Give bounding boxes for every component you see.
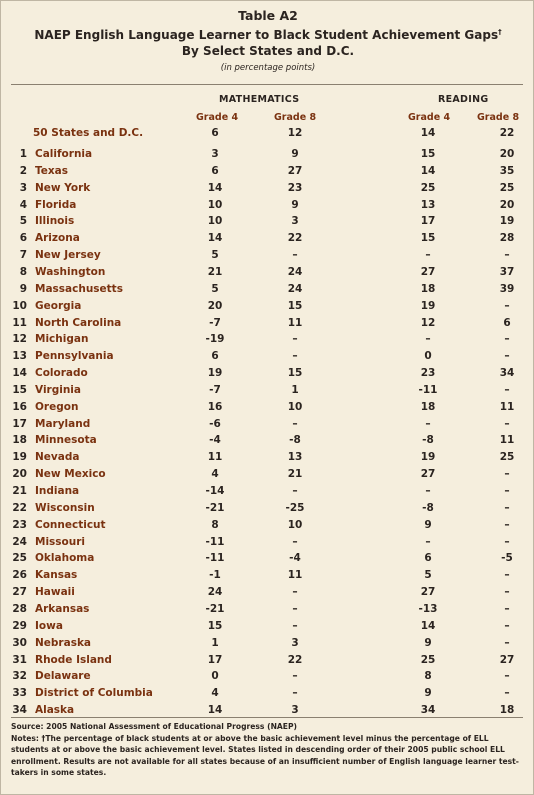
total-row — [1, 127, 534, 143]
row-number: 18 — [12, 434, 27, 447]
reading-grade4-value: -8 — [422, 501, 434, 514]
reading-grade8-value: – — [504, 350, 510, 363]
math-grade4-header: Grade 4 — [196, 112, 239, 123]
table-row — [1, 569, 534, 585]
mathematics-header: MATHEMATICS — [219, 94, 300, 105]
row-number: 31 — [12, 653, 27, 666]
row-name: Delaware — [35, 670, 91, 683]
row-number: 2 — [19, 164, 27, 177]
reading-grade8-value: 27 — [499, 653, 515, 666]
math-grade8-value: 3 — [291, 704, 299, 717]
math-grade4-value: 15 — [207, 619, 223, 632]
reading-grade8-value: 6 — [503, 316, 511, 329]
table-row — [1, 148, 534, 164]
bottom-rule — [11, 717, 523, 718]
math-grade4-value: -7 — [209, 316, 221, 329]
math-grade4-value: 6 — [211, 350, 219, 363]
reading-grade4-value: 13 — [420, 198, 436, 211]
table-row — [1, 519, 534, 535]
reading-grade8-value: 34 — [499, 367, 515, 380]
math-grade4-value: -21 — [205, 602, 225, 615]
reading-grade8-value: – — [504, 485, 510, 497]
row-number: 16 — [12, 400, 27, 413]
math-grade8-value: 9 — [291, 198, 299, 211]
math-grade4-value: 10 — [207, 215, 223, 228]
reading-grade8-value: 25 — [499, 451, 515, 464]
table-row — [1, 401, 534, 417]
row-name: Arizona — [35, 232, 80, 245]
reading-grade8-value: – — [504, 535, 510, 548]
row-name: Washington — [35, 265, 106, 278]
reading-grade4-value: 15 — [420, 148, 436, 160]
row-number: 23 — [12, 518, 27, 531]
reading-grade8-value: 37 — [499, 265, 515, 278]
row-name: 50 States and D.C. — [33, 127, 144, 139]
reading-grade4-value: 8 — [424, 670, 432, 683]
table-subtitle: By Select States and D.C. — [181, 44, 355, 58]
math-grade8-value: – — [292, 249, 298, 262]
reading-grade4-value: -13 — [418, 602, 438, 615]
reading-grade8-value: 20 — [499, 148, 515, 160]
units-note: (in percentage points) — [220, 63, 316, 73]
reading-grade4-value: 9 — [424, 518, 432, 531]
row-number: 27 — [12, 586, 27, 599]
row-name: Massachusetts — [35, 282, 123, 295]
math-grade8-value: 11 — [287, 316, 303, 329]
math-grade4-value: -14 — [205, 485, 225, 497]
reading-grade8-header: Grade 8 — [477, 112, 520, 123]
table-row — [1, 215, 534, 231]
math-grade8-value: 22 — [287, 653, 303, 666]
math-grade4-value: 0 — [211, 670, 219, 683]
row-name: Colorado — [35, 367, 88, 380]
row-name: Rhode Island — [35, 653, 112, 666]
reading-grade8-value: 25 — [499, 181, 515, 194]
reading-grade4-value: 15 — [420, 232, 436, 245]
reading-grade4-value: 6 — [424, 552, 432, 565]
row-name: Minnesota — [35, 434, 97, 447]
math-grade4-value: -4 — [209, 434, 221, 447]
table-row — [1, 266, 534, 282]
row-name: District of Columbia — [35, 687, 153, 700]
math-grade8-value: 15 — [287, 367, 303, 380]
table-row — [1, 620, 534, 636]
table-row — [1, 603, 534, 619]
row-name: Missouri — [35, 535, 86, 548]
dagger-mark: † — [498, 28, 502, 36]
reading-grade4-value: 9 — [424, 687, 432, 700]
math-grade4-value: 14 — [207, 232, 223, 245]
reading-grade4-value: – — [425, 485, 431, 497]
row-number: 30 — [12, 636, 27, 649]
table-row — [1, 384, 534, 400]
math-grade8-value: 21 — [287, 468, 303, 481]
table-row — [1, 232, 534, 248]
row-number: 20 — [12, 468, 27, 481]
reading-grade8-value: 19 — [499, 215, 515, 228]
table-row — [1, 485, 534, 501]
reading-grade4-value: 14 — [420, 164, 436, 177]
math-grade4-value: 4 — [211, 468, 219, 481]
row-name: Nevada — [35, 451, 80, 464]
reading-grade4-value: 27 — [420, 265, 436, 278]
math-grade8-value: – — [292, 333, 298, 346]
row-name: New Mexico — [35, 468, 106, 481]
row-name: Michigan — [35, 333, 89, 346]
math-grade4-value: 4 — [211, 687, 219, 700]
table-row — [1, 300, 534, 316]
row-number: 28 — [12, 602, 27, 615]
row-name: Nebraska — [35, 636, 92, 649]
table-row — [1, 165, 534, 181]
reading-grade4-value: – — [425, 417, 431, 430]
math-grade8-value: 22 — [287, 232, 303, 245]
reading-header: READING — [438, 94, 489, 105]
math-grade8-value: 24 — [287, 265, 303, 278]
reading-grade8-value: -5 — [501, 552, 513, 565]
table-row — [1, 637, 534, 653]
row-number: 5 — [19, 215, 27, 228]
row-number: 32 — [12, 670, 27, 683]
table-row — [1, 249, 534, 265]
row-number: 19 — [12, 451, 27, 464]
math-grade8-value: – — [292, 586, 298, 599]
math-grade8-value: – — [292, 417, 298, 430]
reading-grade8-value: – — [504, 586, 510, 599]
math-grade4-value: 24 — [207, 586, 223, 599]
table-row — [1, 552, 534, 568]
row-name: Oregon — [35, 400, 79, 413]
row-name: Kansas — [35, 569, 78, 582]
math-grade8-value: 9 — [291, 148, 299, 160]
reading-grade8-value: – — [504, 670, 510, 683]
reading-grade8-value: 11 — [499, 400, 515, 413]
math-grade4-value: 6 — [211, 164, 219, 177]
row-number: 21 — [12, 485, 27, 497]
reading-grade8-value: 11 — [499, 434, 515, 447]
row-name: Illinois — [35, 215, 75, 228]
reading-grade4-value: 17 — [420, 215, 436, 228]
reading-grade8-value: – — [504, 299, 510, 312]
row-name: California — [35, 148, 93, 160]
reading-grade4-value: 5 — [424, 569, 432, 582]
reading-grade8-value: 39 — [499, 282, 515, 295]
row-name: Pennsylvania — [35, 350, 114, 363]
reading-grade4-value: 23 — [420, 367, 436, 380]
row-name: Alaska — [35, 704, 75, 717]
row-number: 13 — [12, 350, 27, 363]
table-row — [1, 283, 534, 299]
math-grade4-value: 14 — [207, 704, 223, 717]
reading-grade8-value: – — [504, 501, 510, 514]
reading-grade4-value: 14 — [420, 619, 436, 632]
row-name: Wisconsin — [35, 501, 95, 514]
reading-grade4-value: – — [425, 535, 431, 548]
row-number: 10 — [12, 299, 27, 312]
math-grade8-value: – — [292, 602, 298, 615]
math-grade8-value: 3 — [291, 636, 299, 649]
table-title — [1, 24, 534, 43]
reading-grade4-value: 27 — [420, 468, 436, 481]
reading-grade8-value: – — [504, 518, 510, 531]
math-grade8-value: 11 — [287, 569, 303, 582]
row-number: 33 — [12, 687, 27, 700]
row-name: Texas — [35, 164, 68, 177]
reading-grade4-value: 14 — [420, 127, 436, 139]
math-grade4-value: 17 — [207, 653, 223, 666]
table-row — [1, 536, 534, 552]
reading-grade8-value: – — [504, 417, 510, 430]
reading-grade8-value: 20 — [499, 198, 515, 211]
reading-grade8-value: – — [504, 333, 510, 346]
math-grade8-value: 1 — [291, 383, 299, 396]
reading-grade8-value: 22 — [499, 127, 515, 139]
math-grade8-value: – — [292, 350, 298, 363]
table-row — [1, 468, 534, 484]
math-grade4-value: -19 — [205, 333, 225, 346]
table-label: Table A2 — [238, 8, 298, 23]
row-number: 12 — [12, 333, 27, 346]
row-number: 24 — [12, 535, 27, 548]
math-grade8-value: – — [292, 485, 298, 497]
row-number: 34 — [12, 704, 27, 717]
math-grade4-value: 21 — [207, 265, 223, 278]
notes-text: Notes: †The percentage of black students at or above the basic achievement level minus the percentage of ELL students at or above the basic achievement level. States listed in descending order of their 2005 public school ELL enrollment. Results are not available for all states because of an insufficient number of English language learner test-takers in some states. — [11, 733, 519, 778]
reading-grade4-value: 12 — [420, 316, 436, 329]
row-name: Arkansas — [35, 602, 90, 615]
math-grade4-value: 5 — [211, 282, 219, 295]
table-row — [1, 586, 534, 602]
reading-grade4-value: 18 — [420, 282, 436, 295]
math-grade8-value: 10 — [287, 518, 303, 531]
footer-notes — [11, 721, 525, 779]
math-grade8-value: 24 — [287, 282, 303, 295]
reading-grade8-value: – — [504, 602, 510, 615]
math-grade8-value: 23 — [287, 181, 303, 194]
reading-grade8-value: 28 — [499, 232, 515, 245]
reading-grade8-value: – — [504, 569, 510, 582]
reading-grade8-value: – — [504, 687, 510, 700]
math-grade4-value: -1 — [209, 569, 221, 582]
table-row — [1, 367, 534, 383]
row-name: Indiana — [35, 485, 80, 497]
math-grade8-value: 15 — [287, 299, 303, 312]
table-row — [1, 687, 534, 703]
row-number: 8 — [19, 265, 27, 278]
reading-grade4-value: 27 — [420, 586, 436, 599]
row-number: 14 — [12, 367, 27, 380]
row-name: New Jersey — [35, 249, 101, 262]
reading-grade8-value: – — [504, 249, 510, 262]
math-grade8-value: – — [292, 670, 298, 683]
table-row — [1, 199, 534, 215]
row-number: 17 — [12, 417, 27, 430]
reading-grade4-value: – — [425, 249, 431, 262]
math-grade4-value: -11 — [205, 535, 225, 548]
reading-grade4-value: 18 — [420, 400, 436, 413]
math-grade8-value: -4 — [289, 552, 301, 565]
row-number: 11 — [12, 316, 27, 329]
reading-grade4-value: -8 — [422, 434, 434, 447]
row-number: 15 — [12, 383, 27, 396]
table-row — [1, 182, 534, 198]
reading-grade8-value: – — [504, 468, 510, 481]
row-name: North Carolina — [35, 316, 122, 329]
table-row — [1, 317, 534, 333]
row-number: 9 — [19, 282, 27, 295]
table-row — [1, 502, 534, 518]
math-grade4-value: -11 — [205, 552, 225, 565]
math-grade4-value: 8 — [211, 518, 219, 531]
math-grade8-value: 3 — [291, 215, 299, 228]
row-number: 6 — [19, 232, 27, 245]
math-grade4-value: 19 — [207, 367, 223, 380]
math-grade8-value: 27 — [287, 164, 303, 177]
table-row — [1, 333, 534, 349]
row-number: 29 — [12, 619, 27, 632]
reading-grade4-value: 19 — [420, 299, 436, 312]
row-name: Hawaii — [35, 586, 75, 599]
row-number: 3 — [19, 181, 27, 194]
math-grade4-value: 20 — [207, 299, 223, 312]
table-row — [1, 418, 534, 434]
row-name: Florida — [35, 198, 77, 211]
math-grade4-value: 3 — [211, 148, 219, 160]
source-note: Source: 2005 National Assessment of Educational Progress (NAEP) — [11, 722, 298, 731]
math-grade8-value: 13 — [287, 451, 303, 464]
reading-grade8-value: – — [504, 636, 510, 649]
math-grade4-value: -7 — [209, 383, 221, 396]
table-row — [1, 434, 534, 450]
reading-grade8-value: 35 — [499, 164, 515, 177]
reading-grade4-value: 34 — [420, 704, 436, 717]
math-grade4-value: -21 — [205, 501, 225, 514]
math-grade8-value: 10 — [287, 400, 303, 413]
row-number: 4 — [19, 198, 27, 211]
math-grade8-value: -8 — [289, 434, 301, 447]
row-name: New York — [35, 181, 91, 194]
row-name: Virginia — [35, 383, 81, 396]
reading-grade4-value: 25 — [420, 181, 436, 194]
math-grade8-value: – — [292, 687, 298, 700]
reading-grade8-value: – — [504, 619, 510, 632]
top-rule — [11, 84, 523, 85]
table-row — [1, 451, 534, 467]
table-row — [1, 670, 534, 686]
row-name: Maryland — [35, 417, 91, 430]
row-name: Oklahoma — [35, 552, 95, 565]
row-name: Connecticut — [35, 518, 106, 531]
row-number: 25 — [12, 552, 27, 565]
reading-grade4-value: 0 — [424, 350, 432, 363]
reading-grade8-value: 18 — [499, 704, 515, 717]
row-number: 1 — [19, 148, 27, 160]
reading-grade4-value: -11 — [418, 383, 438, 396]
reading-grade8-value: – — [504, 383, 510, 396]
reading-grade4-value: – — [425, 333, 431, 346]
math-grade4-value: 11 — [207, 451, 223, 464]
math-grade8-header: Grade 8 — [274, 112, 317, 123]
math-grade4-value: 16 — [207, 400, 223, 413]
math-grade8-value: – — [292, 619, 298, 632]
math-grade8-value: -25 — [285, 501, 305, 514]
row-number: 26 — [12, 569, 27, 582]
title-block — [1, 7, 534, 75]
reading-grade4-value: 19 — [420, 451, 436, 464]
reading-grade4-header: Grade 4 — [408, 112, 451, 123]
row-name: Iowa — [35, 619, 63, 632]
math-grade4-value: -6 — [209, 417, 221, 430]
math-grade4-value: 1 — [211, 636, 219, 649]
math-grade4-value: 14 — [207, 181, 223, 194]
table-row — [1, 350, 534, 366]
math-grade8-value: – — [292, 535, 298, 548]
reading-grade4-value: 25 — [420, 653, 436, 666]
reading-grade4-value: 9 — [424, 636, 432, 649]
math-grade4-value: 5 — [211, 249, 219, 262]
row-number: 7 — [19, 249, 27, 262]
row-number: 22 — [12, 501, 27, 514]
math-grade8-value: 12 — [287, 127, 303, 139]
math-grade4-value: 10 — [207, 198, 223, 211]
table-row — [1, 654, 534, 670]
math-grade4-value: 6 — [211, 127, 219, 139]
table-title-text: NAEP English Language Learner to Black Student Achievement Gaps — [34, 28, 499, 42]
row-name: Georgia — [35, 299, 82, 312]
